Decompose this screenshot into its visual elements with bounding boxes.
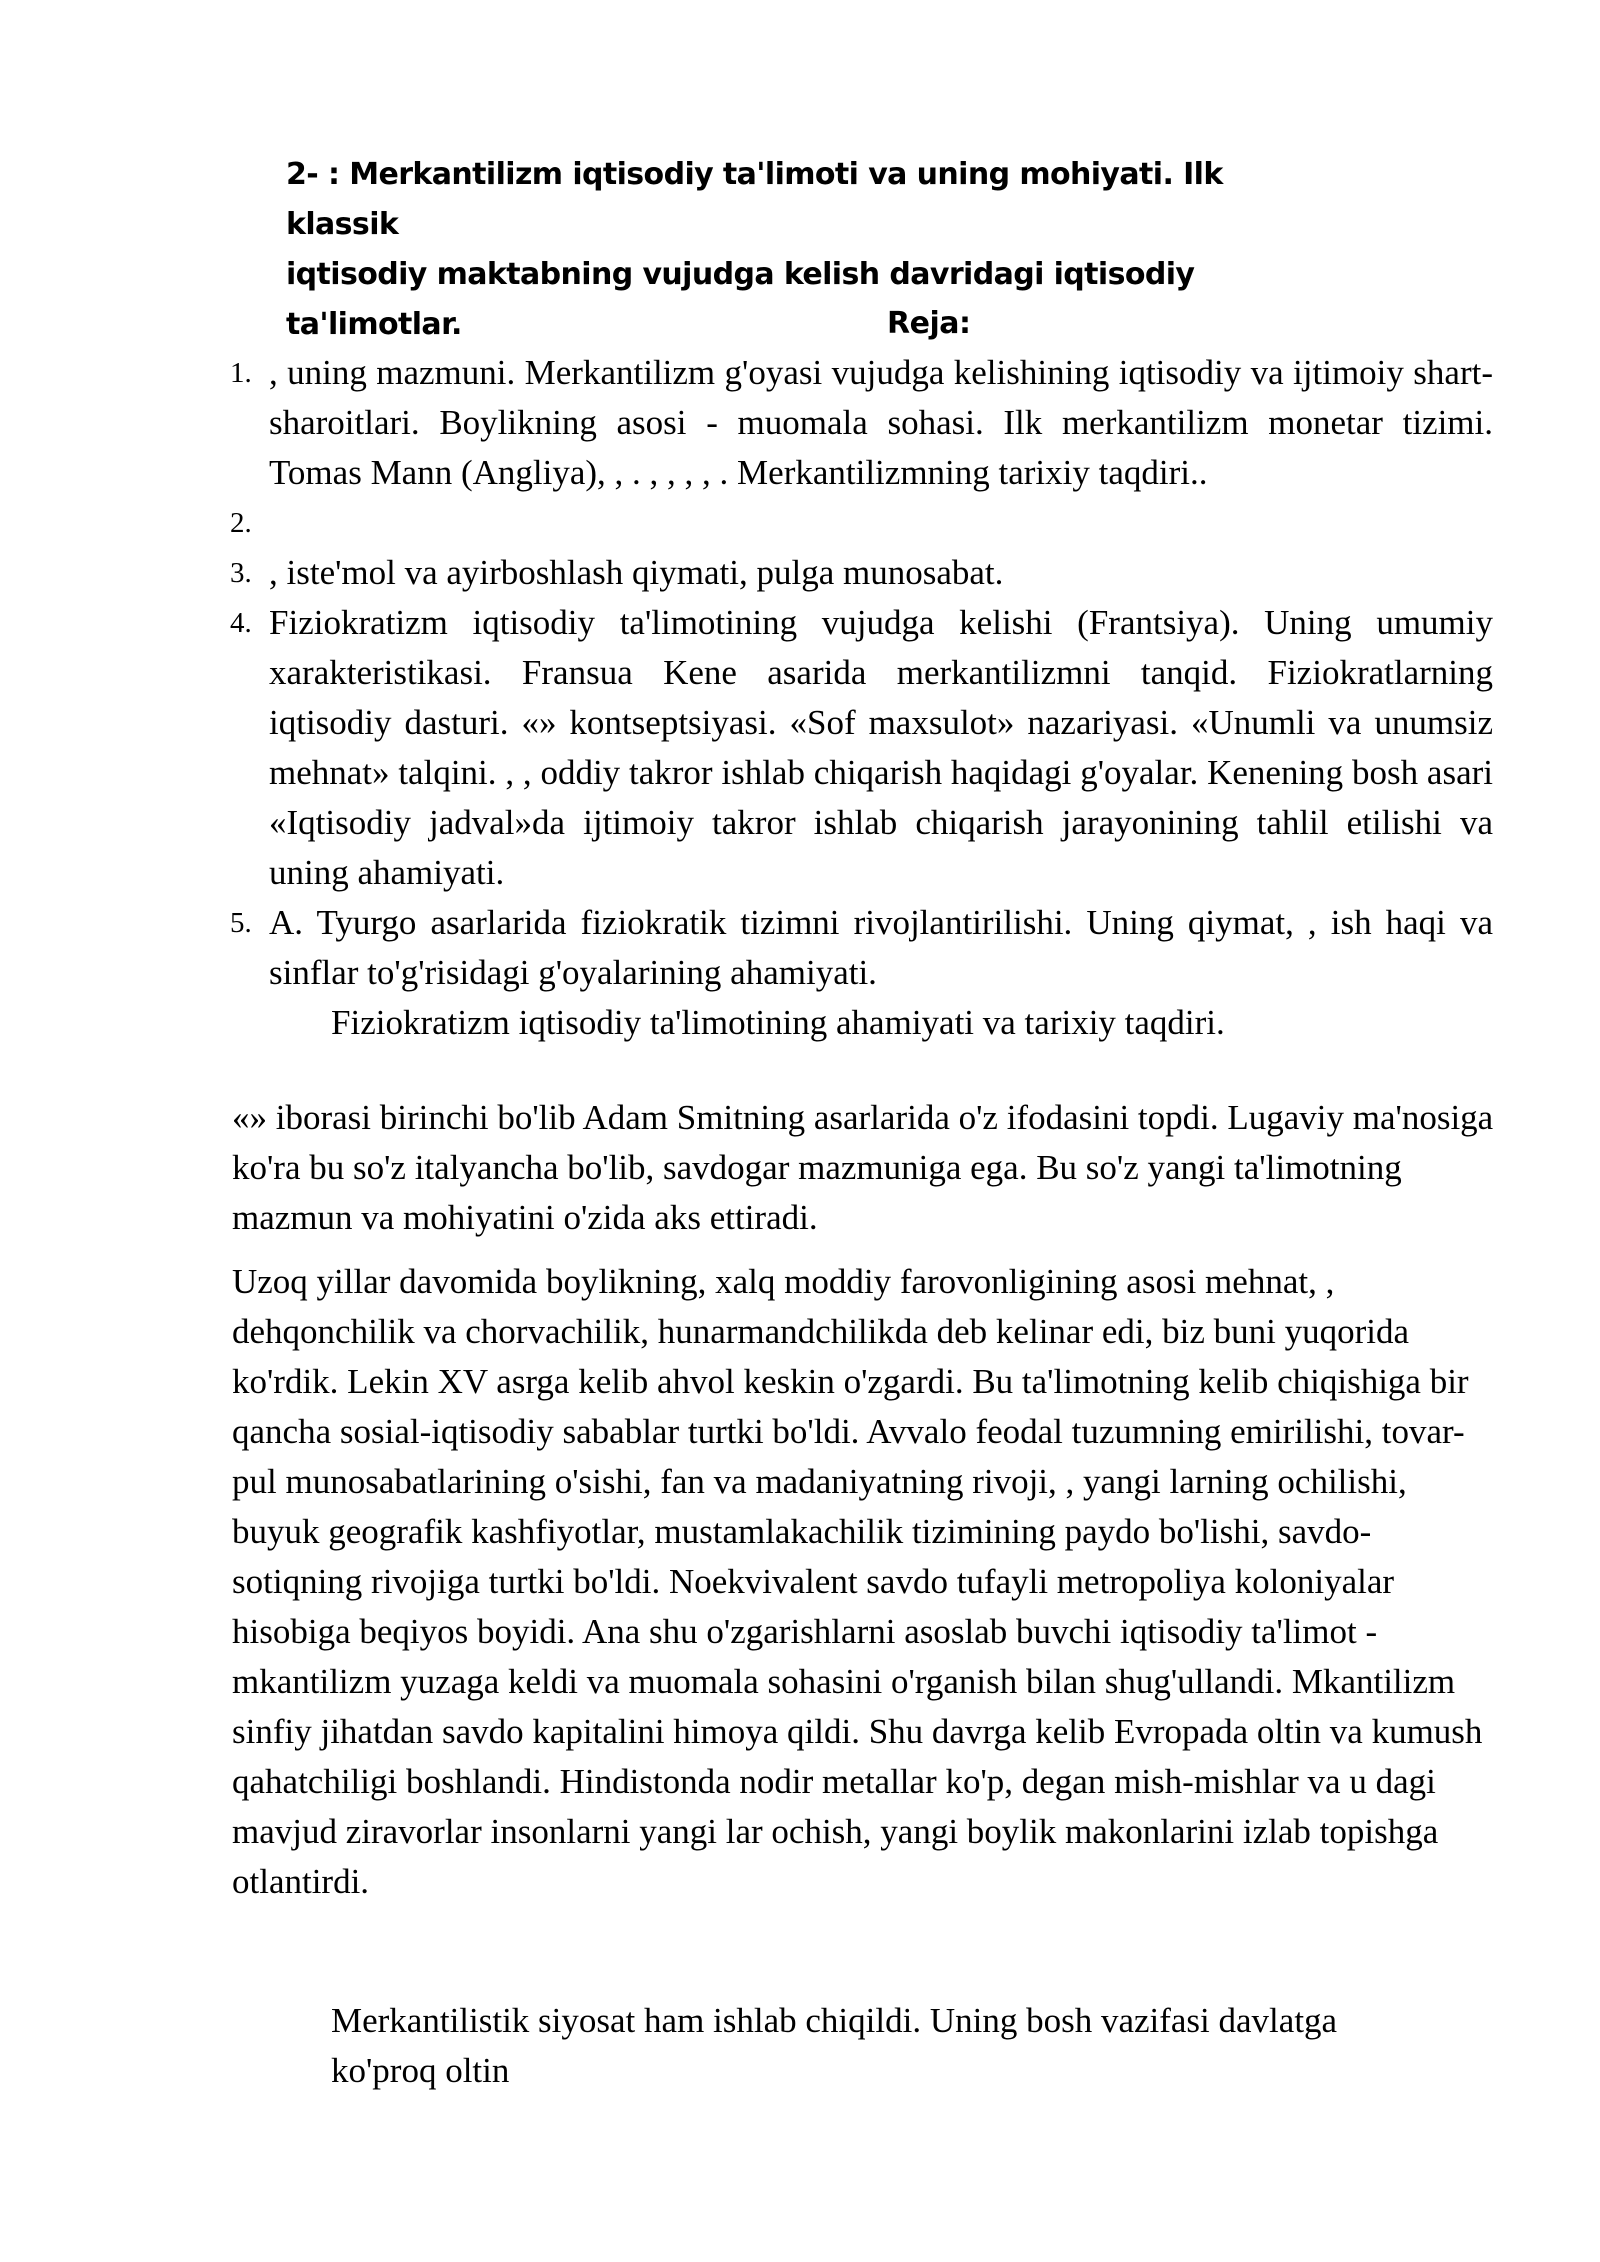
plan-heading: Reja: xyxy=(887,306,971,341)
plan-item-number: 5. xyxy=(230,907,252,939)
plan-item-text: , iste'mol va ayirboshlash qiymati, pulga munosabat. xyxy=(269,553,1004,592)
title-line-1: 2- : Merkantilizm iqtisodiy ta'limoti va uning mohiyati. Ilk klassik xyxy=(286,157,1223,242)
plan-item-text: Fiziokratizm iqtisodiy ta'limotining vujudga kelishi (Frantsiya). Uning umumiy xarakteristikasi. Fransua Kene asarida merkantilizmni tanqid. Fiziokratlarning iqtisodiy dasturi. «» kontseptsiyasi. «Sof maxsulot» nazariyasi. «Unumli va unumsiz mehnat» talqini. , , oddiy takror ishlab chiqarish haqidagi g'oyalar. Kenening bosh asari «Iqtisodiy jadval»da ijtimoiy takror ishlab chiqarish jarayonining tahlil etilishi va uning ahamiyati. xyxy=(269,603,1493,892)
plan-item xyxy=(230,498,1493,548)
plan-item xyxy=(230,598,1493,898)
plan-item-number: 4. xyxy=(230,607,252,639)
body-paragraph: «» iborasi birinchi bo'lib Adam Smitning asarlarida o'z ifodasini topdi. Lugaviy ma'nosiga ko'ra bu so'z italyancha bo'lib, savdogar mazmuniga ega. Bu so'z yangi ta'limotning mazmun va mohiyatini o'zida aks ettiradi. xyxy=(232,1098,1494,1237)
plan-item xyxy=(230,348,1493,498)
body-paragraph: Uzoq yillar davomida boylikning, xalq moddiy farovonligining asosi mehnat, , dehqonchilik va chorvachilik, hunarmandchilikda deb kelinar edi, biz buni yuqorida ko'rdik. Lekin XV asrga kelib ahvol keskin o'zgardi. Bu ta'limotning kelib chiqishiga bir qancha sosial-iqtisodiy sabablar turtki bo'ldi. Avvalo feodal tuzumning emirilishi, tovar-pul munosabatlarining o'sishi, fan va madaniyatning rivoji, , yangi larning ochilishi, buyuk geografik kashfiyotlar, mustamlakachilik tizimining paydo bo'lishi, savdo- sotiqning rivojiga turtki bo'ldi. Noekvivalent savdo tufayli metropoliya koloniyalar hisobiga beqiyos boyidi. Ana shu o'zgarishlarni asoslab buvchi iqtisodiy ta'limot - mkantilizm yuzaga keldi va muomala sohasini o'rganish bilan shug'ullandi. Mkantilizm sinfiy jihatdan savdo kapitalini himoya qildi. Shu davrga kelib Evropada oltin va kumush qahatchiligi boshlandi. Hindistonda nodir metallar ko'p, degan mish-mishlar va u dagi mavjud ziravorlar insonlarni yangi lar ochish, yangi boylik makonlarini izlab topishga otlantirdi. xyxy=(232,1262,1483,1901)
document-title xyxy=(286,150,1286,350)
plan-closing-line: Fiziokratizm iqtisodiy ta'limotining ahamiyati va tarixiy taqdiri. xyxy=(331,1003,1225,1042)
plan-item-number: 2. xyxy=(230,507,252,539)
plan-item xyxy=(230,898,1493,998)
title-line-2: iqtisodiy maktabning vujudga kelish davridagi iqtisodiy ta'limotlar. xyxy=(286,257,1195,342)
plan-item xyxy=(230,548,1493,598)
plan-list xyxy=(230,348,1493,998)
plan-item-number: 3. xyxy=(230,557,252,589)
plan-item-number: 1. xyxy=(230,357,252,389)
plan-item-text: , uning mazmuni. Merkantilizm g'oyasi vujudga kelishining iqtisodiy va ijtimoiy shart-sharoitlari. Boylikning asosi - muomala sohasi. Ilk merkantilizm monetar tizimi. Tomas Mann (Angliya), , . , , , , . Merkantilizmning tarixiy taqdiri.. xyxy=(269,353,1493,492)
body-paragraph: Merkantilistik siyosat ham ishlab chiqildi. Uning bosh vazifasi davlatga ko'proq oltin xyxy=(331,2001,1338,2090)
plan-item-text: A. Tyurgo asarlarida fiziokratik tizimni rivojlantirilishi. Uning qiymat, , ish haqi va sinflar to'g'risidagi g'oyalarining ahamiyati. xyxy=(269,903,1493,992)
